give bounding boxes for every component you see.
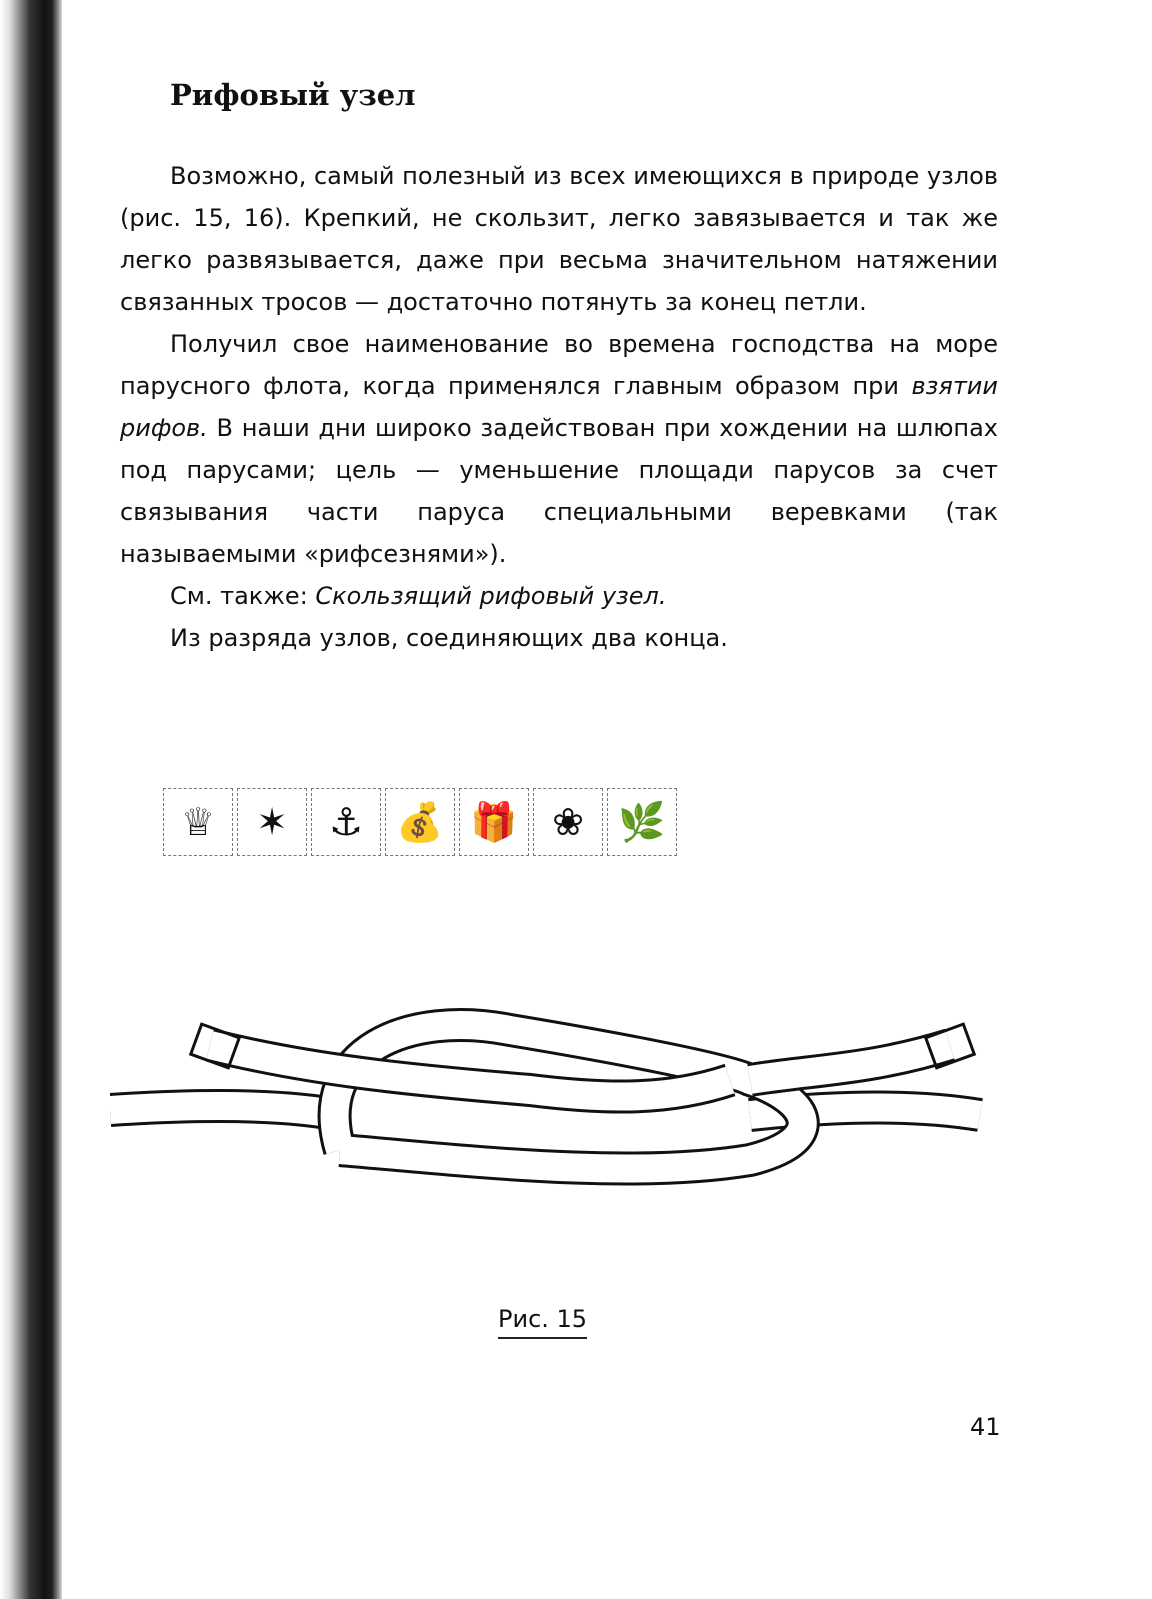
anchor-icon: ⚓ xyxy=(311,788,381,856)
page-number: 41 xyxy=(970,1413,1001,1441)
money-bag-icon: 💰 xyxy=(385,788,455,856)
flower-icon: ❀ xyxy=(533,788,603,856)
p2-italic: взятии рифов. xyxy=(120,372,998,442)
see-also xyxy=(120,575,998,617)
body-text xyxy=(120,155,998,659)
category-icons xyxy=(163,788,681,856)
p2-rest: В наши дни широко задействован при хождении на шлюпах под парусами; цель — уменьшение площади парусов за счет связывания части паруса специальными веревками (так называемыми «рифсезнями»). xyxy=(120,414,998,568)
gift-icon: 🎁 xyxy=(459,788,529,856)
figure-caption: Рис. 15 xyxy=(498,1305,587,1339)
paragraph-2 xyxy=(120,323,998,575)
scan-edge xyxy=(0,0,62,1599)
see-also-link: Скользящий рифовый узел. xyxy=(315,582,667,610)
crown-icon: ♕ xyxy=(163,788,233,856)
see-also-label: См. также: xyxy=(170,582,316,610)
branch-icon: 🌿 xyxy=(607,788,677,856)
reef-knot-illustration xyxy=(110,990,1010,1220)
paragraph-1: Возможно, самый полезный из всех имеющихся в природе узлов (рис. 15, 16). Крепкий, не скользит, легко завязывается и так же легко развязывается, даже при весьма значительном натяжении связанных тросов — достаточно потянуть за конец петли. xyxy=(120,162,998,316)
star-icon: ✶ xyxy=(237,788,307,856)
p2-start: Получил свое наименование во времена господства на море парусного флота, когда применялся главным образом при xyxy=(120,330,998,400)
section-title: Рифовый узел xyxy=(170,78,416,112)
category: Из разряда узлов, соединяющих два конца. xyxy=(170,624,728,652)
